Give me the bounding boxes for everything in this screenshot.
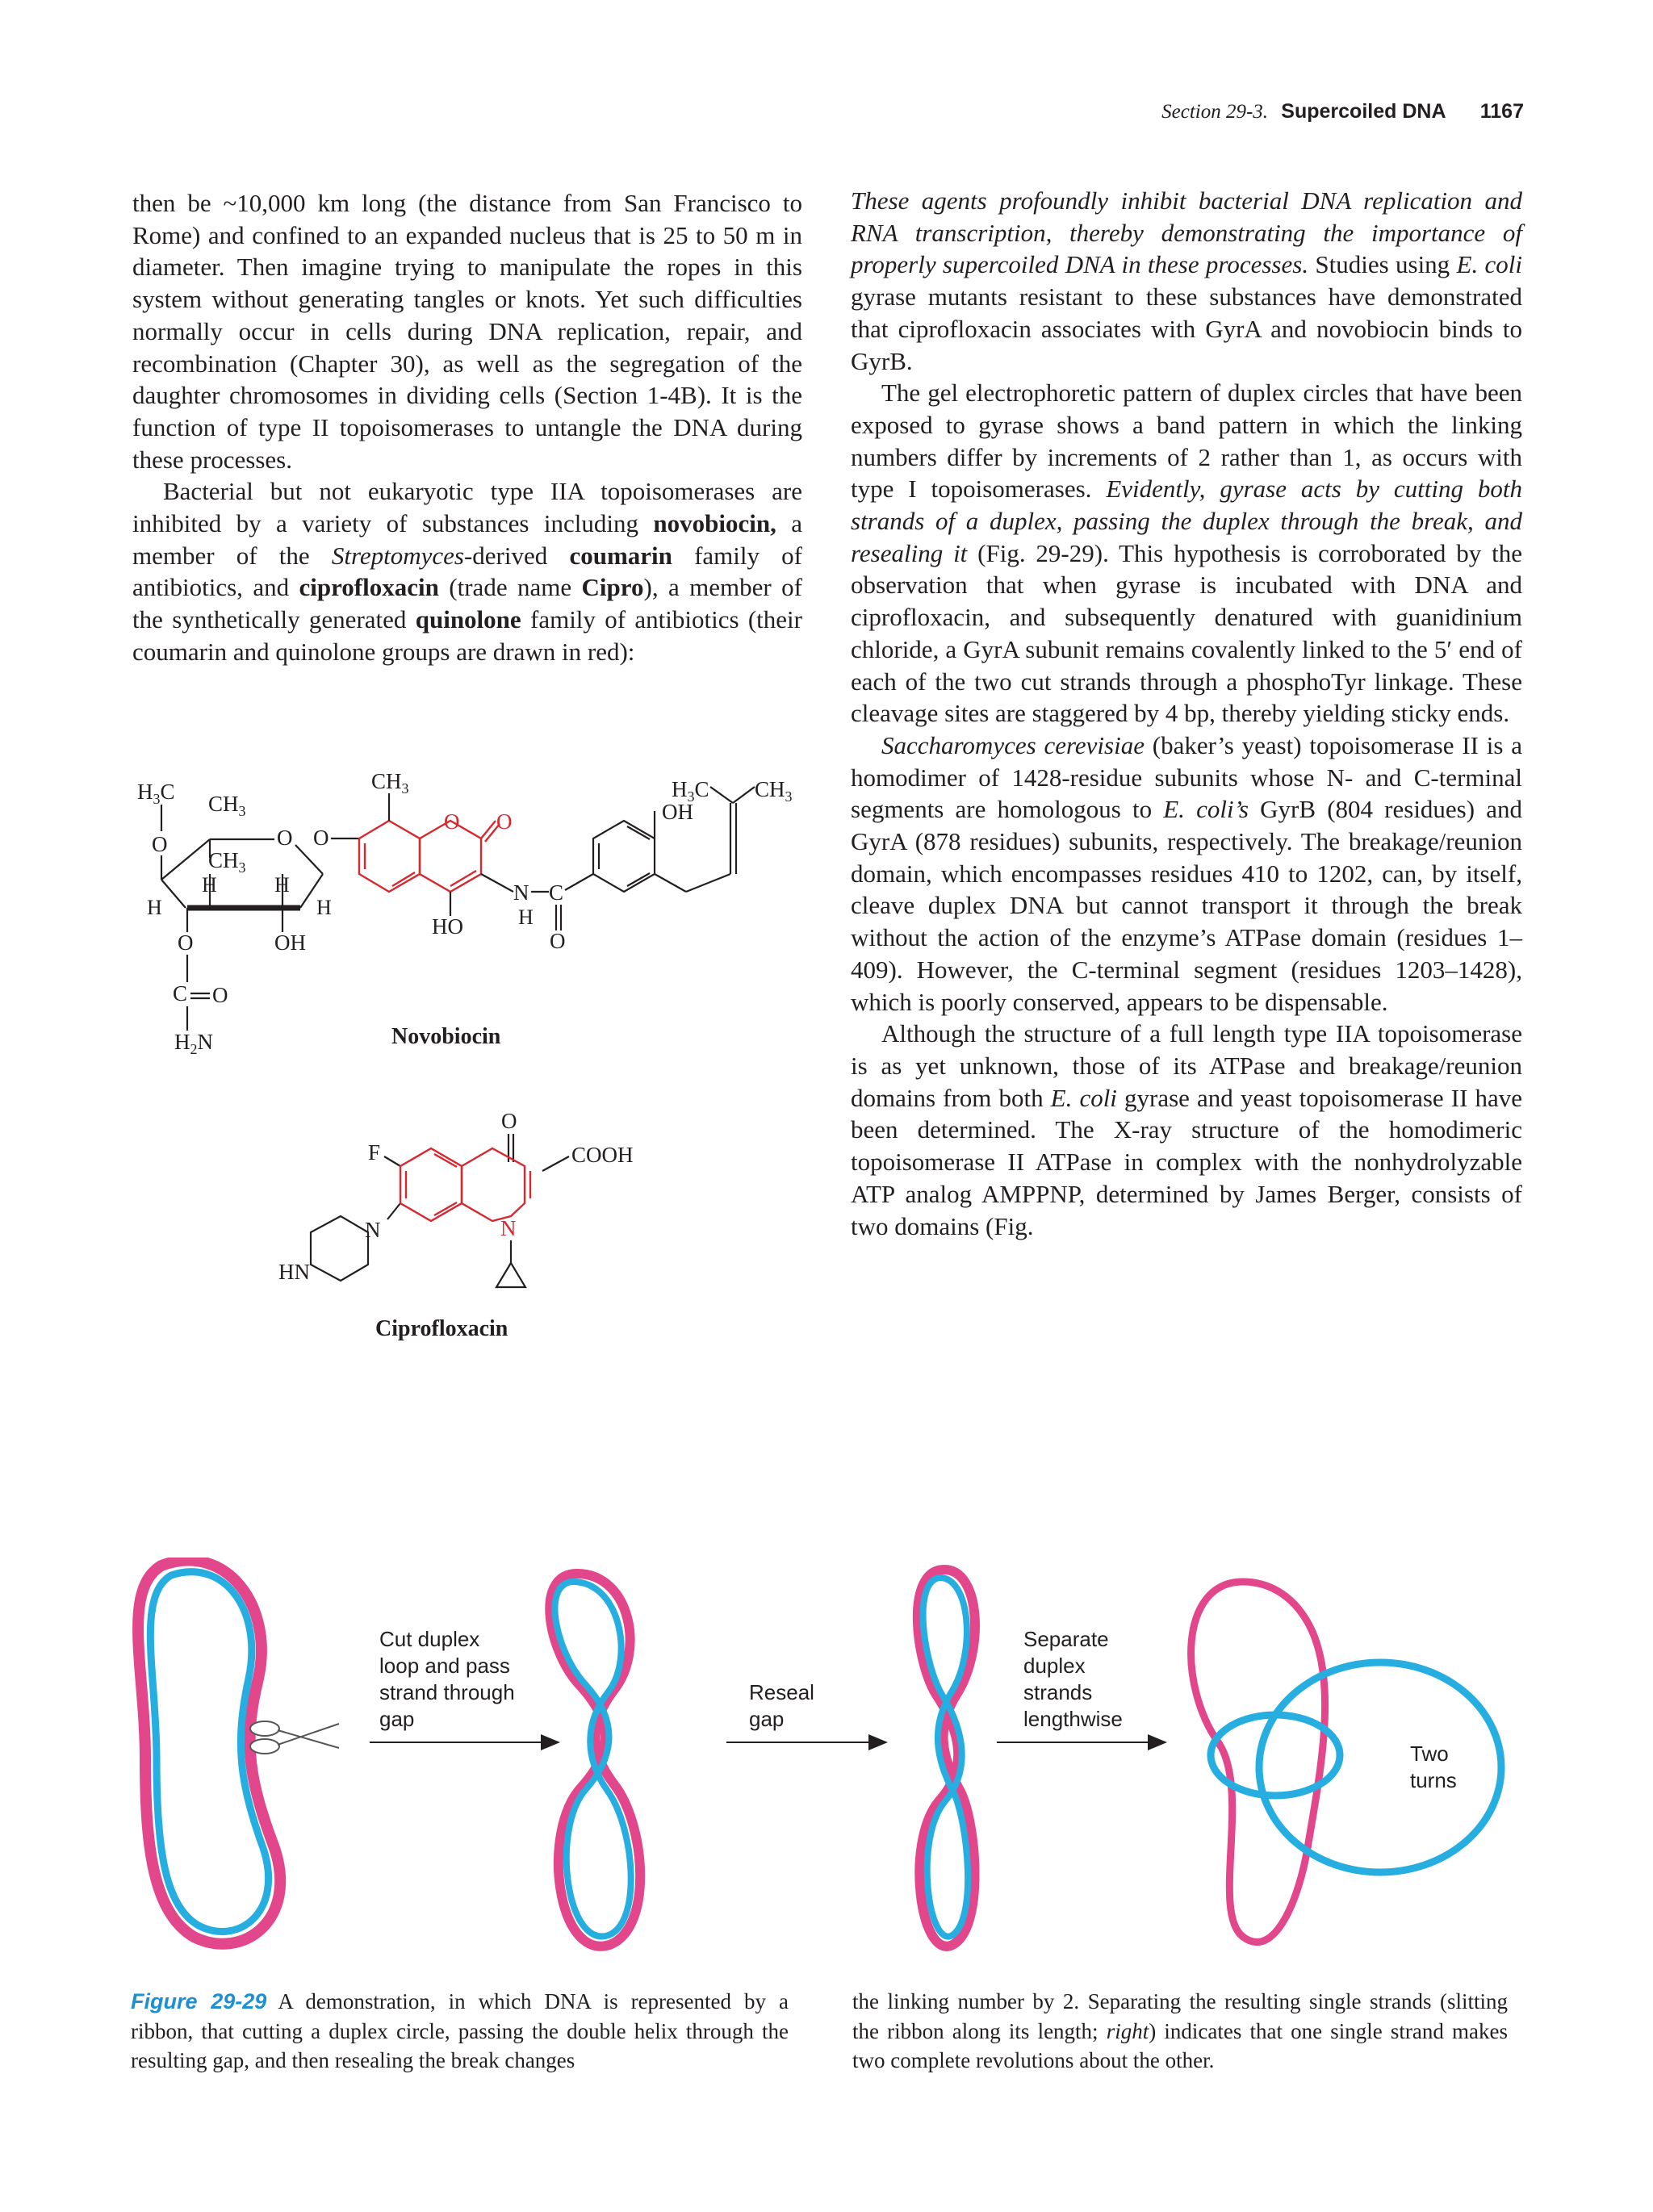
step3-label <box>1023 1627 1123 1731</box>
svg-text:C: C <box>549 880 564 905</box>
svg-text:O: O <box>496 809 513 834</box>
ciprofloxacin-label: Ciprofloxacin <box>375 1316 508 1341</box>
right-paragraph-3: Saccharomyces cerevisiae (baker’s yeast) topoisomerase II is a homodimer of 1428-residue subunits whose N- and C-terminal segments are homologous to E. coli’s GyrB (804 residues) and GyrA (878 residues) subunits, respectively. The breakage/reunion domain, which encompasses residues 410 to 1202, can, by itself, cleave duplex DNA but cannot transport it through the break without the action of the enzyme’s ATPase domain (residues 1–409). However, the C-terminal segment (residues 1203–1428), which is poorly conserved, appears to be dispensable. <box>851 730 1522 1016</box>
svg-text:O: O <box>152 832 168 856</box>
svg-text:O: O <box>212 983 228 1007</box>
svg-text:O: O <box>277 826 293 850</box>
chemical-structures <box>129 771 823 1352</box>
page-number: 1167 <box>1479 100 1524 123</box>
step2-label <box>749 1680 814 1731</box>
svg-text:O: O <box>550 929 566 953</box>
svg-text:strand through: strand through <box>379 1680 515 1704</box>
svg-text:Cut duplex: Cut duplex <box>379 1627 480 1651</box>
right-column <box>851 185 1522 1242</box>
section-number: Section 29-3. <box>1161 101 1269 123</box>
svg-text:N: N <box>513 880 529 905</box>
svg-text:loop and pass: loop and pass <box>379 1654 510 1678</box>
novobiocin-label: Novobiocin <box>391 1024 501 1049</box>
svg-text:lengthwise: lengthwise <box>1023 1707 1123 1731</box>
svg-text:gap: gap <box>749 1707 785 1731</box>
svg-text:Reseal: Reseal <box>749 1680 814 1704</box>
svg-text:HN: HN <box>278 1260 310 1284</box>
svg-text:N: N <box>500 1216 517 1240</box>
svg-text:strands: strands <box>1023 1680 1093 1704</box>
figure-eight-ribbon-gap <box>550 1574 640 1946</box>
svg-text:O: O <box>178 930 194 955</box>
svg-text:H: H <box>316 896 332 919</box>
left-paragraph-2: Bacterial but not eukaryotic type IIA topoisomerases are inhibited by a variety of substances including novobiocin, a member of the Streptomyces-derived coumarin family of antibiotics, and ciprofloxacin (trade name Cipro), a member of the synthetically generated quinolone family of antibiotics (their coumarin and quinolone groups are drawn in red): <box>132 477 802 666</box>
svg-text:OH: OH <box>274 930 306 955</box>
novobiocin-structure <box>137 780 359 1057</box>
figure-29-29 <box>129 1558 1525 1977</box>
two-turns-label <box>1410 1742 1457 1792</box>
left-paragraph-1: then be ~10,000 km long (the distance from San Francisco to Rome) and confined to an expanded nucleus that is 25 to 50 m in diameter. Then imagine trying to manipulate the ropes in this system without generating tangles or knots. Yet such difficulties normally occur in cells during DNA replication, repair, and recombination (Chapter 30), as well as the segregation of the daughter chromosomes in dividing cells (Section 1-4B). It is the function of type II topoisomerases to untangle the DNA during these processes. <box>132 189 802 474</box>
left-column <box>132 187 802 668</box>
svg-text:N: N <box>365 1218 381 1242</box>
right-paragraph-4: Although the structure of a full length type IIA topoisomerase is as yet unknown, those of its ATPase and breakage/reunion domains from both E. coli gyrase and yeast topoisomerase II have been determined. The X-ray structure of the homodimeric topoisomerase II ATPase in complex with the nonhydrolyzable ATP analog AMPPNP, determined by James Berger, consists of two domains (Fig. <box>851 1019 1523 1240</box>
svg-text:H2N: $H_2N$ <box>174 1030 213 1057</box>
resealed-ribbon <box>918 1570 975 1946</box>
right-paragraph-2: The gel electrophoretic pattern of duplex circles that have been exposed to gyrase shows a band pattern in which the linking numbers differ by increments of 2 rather than 1, as occurs with type I topoisomerases. Evidently, gyrase acts by cutting both strands of a duplex, passing the duplex through the break, and resealing it (Fig. 29-29). This hypothesis is corroborated by the observation that when gyrase is incubated with DNA and ciprofloxacin, and subsequently denatured with guanidinium chloride, a GyrA subunit remains covalently linked to the 5′ end of each of the two cut strands through a phosphoTyr linkage. These cleavage sites are staggered by 4 bp, thereby yielding sticky ends. <box>851 378 1522 728</box>
right-paragraph-1: These agents profoundly inhibit bacterial DNA replication and RNA transcription, thereby demonstrating the importance of properly supercoiled DNA in these processes. Studies using E. coli gyrase mutants resistant to these substances have demonstrated that ciprofloxacin associates with GyrA and novobiocin binds to GyrB. <box>851 186 1523 375</box>
svg-text:CH3: $CH_3$ <box>208 792 246 819</box>
svg-text:CH3: $CH_3$ <box>371 771 409 797</box>
figure-caption-left: Figure 29-29 A demonstration, in which DNA is represented by a ribbon, that cutting a duplex circle, passing the double helix through the resulting gap, and then resealing the break changes <box>131 1989 789 2072</box>
step1-label <box>379 1627 515 1731</box>
figure-caption-right: the linking number by 2. Separating the resulting single strands (slitting the ribbon along its length; right) indicates that one single strand makes two complete revolutions about the other. <box>852 1989 1508 2072</box>
svg-text:Separate: Separate <box>1023 1627 1109 1651</box>
section-title: Supercoiled DNA <box>1281 100 1446 123</box>
svg-text:duplex: duplex <box>1023 1654 1086 1678</box>
svg-text:CH3: $CH_3$ <box>208 848 246 876</box>
scissors-icon <box>250 1721 339 1754</box>
svg-text:COOH: COOH <box>571 1143 634 1167</box>
separated-strands <box>1191 1582 1501 1942</box>
svg-text:H3C: $H_3C$ <box>137 780 175 807</box>
svg-text:turns: turns <box>1410 1768 1457 1792</box>
svg-text:H: H <box>518 905 534 929</box>
svg-text:O: O <box>501 1109 517 1133</box>
svg-text:H: H <box>147 896 162 919</box>
svg-text:OH: OH <box>662 800 693 824</box>
svg-text:Two: Two <box>1410 1742 1449 1766</box>
svg-text:C: C <box>173 981 188 1006</box>
running-head <box>1161 100 1524 123</box>
ciprofloxacin-structure <box>278 1109 634 1287</box>
svg-text:H: H <box>202 873 217 897</box>
figure-label: Figure 29-29 <box>131 1989 267 2013</box>
svg-text:O: O <box>313 826 329 850</box>
svg-text:F: F <box>368 1140 381 1165</box>
svg-text:H3C: $H_3C$ <box>672 777 709 805</box>
svg-text:HO: HO <box>432 914 463 939</box>
svg-text:gap: gap <box>379 1707 415 1731</box>
svg-text:CH3: $CH_3$ <box>755 777 793 805</box>
svg-text:O: O <box>444 809 460 834</box>
svg-text:H: H <box>274 873 290 897</box>
